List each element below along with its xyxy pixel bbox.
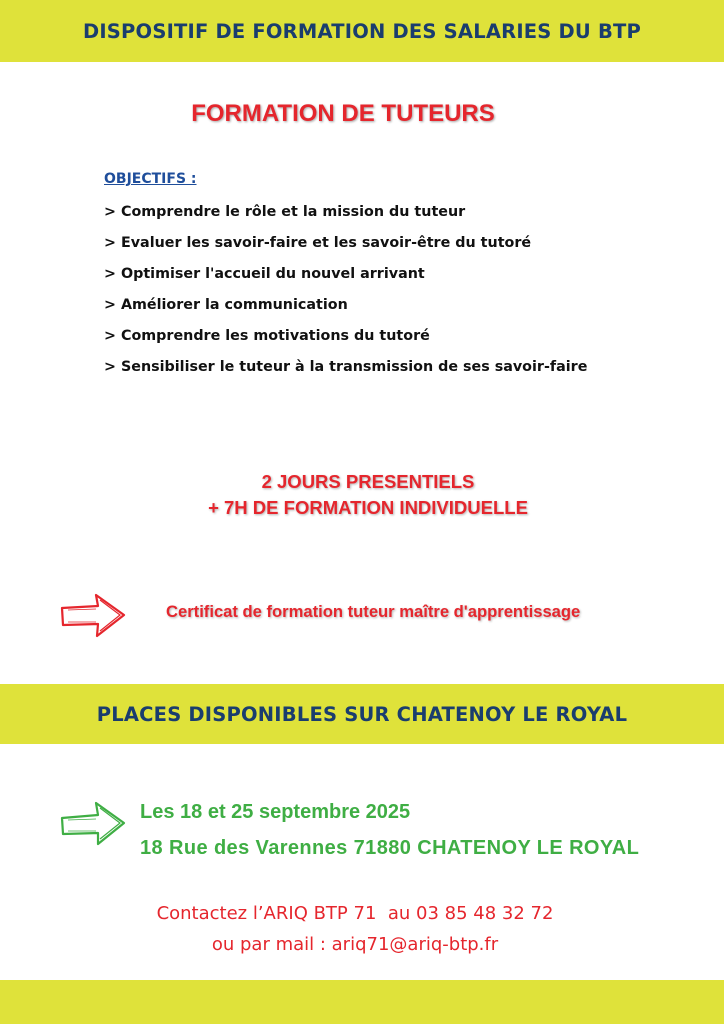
arrow-right-icon [60,800,126,846]
session-dates: Les 18 et 25 septembre 2025 [140,801,411,823]
certificate-text: Certificat de formation tuteur maître d'apprentissage [166,602,581,621]
session-address: 18 Rue des Varennes 71880 CHATENOY LE ROYAL [140,837,640,859]
duration-line-2: + 7H DE FORMATION INDIVIDUELLE [208,497,528,518]
objective-item: > Sensibiliser le tuteur à la transmission de ses savoir-faire [104,359,588,375]
objectives-label: OBJECTIFS : [104,171,197,187]
places-title: PLACES DISPONIBLES SUR CHATENOY LE ROYAL [96,702,628,726]
objectives-section [104,168,684,383]
objective-item: > Optimiser l'accueil du nouvel arrivant [104,266,425,282]
objective-item: > Evaluer les savoir-faire et les savoir-être du tutoré [104,235,532,251]
header-band [0,0,724,62]
objective-item: > Améliorer la communication [104,297,348,313]
objectives-list [104,197,684,383]
duration-block [0,469,724,521]
places-band [0,684,724,744]
contact-email: ou par mail : ariq71@ariq-btp.fr [211,934,499,955]
page-title: FORMATION DE TUTEURS [191,100,495,127]
objective-item: > Comprendre les motivations du tutoré [104,328,430,344]
header-title: DISPOSITIF DE FORMATION DES SALARIES DU BTP [82,19,642,43]
duration-line-1: 2 JOURS PRESENTIELS [261,471,475,492]
arrow-right-icon [60,592,126,638]
footer-band [0,980,724,1024]
contact-phone: Contactez l’ARIQ BTP 71 au 03 85 48 32 72 [156,903,554,924]
session-info [140,798,639,862]
objective-item: > Comprendre le rôle et la mission du tuteur [104,204,466,220]
contact-block [0,898,710,960]
